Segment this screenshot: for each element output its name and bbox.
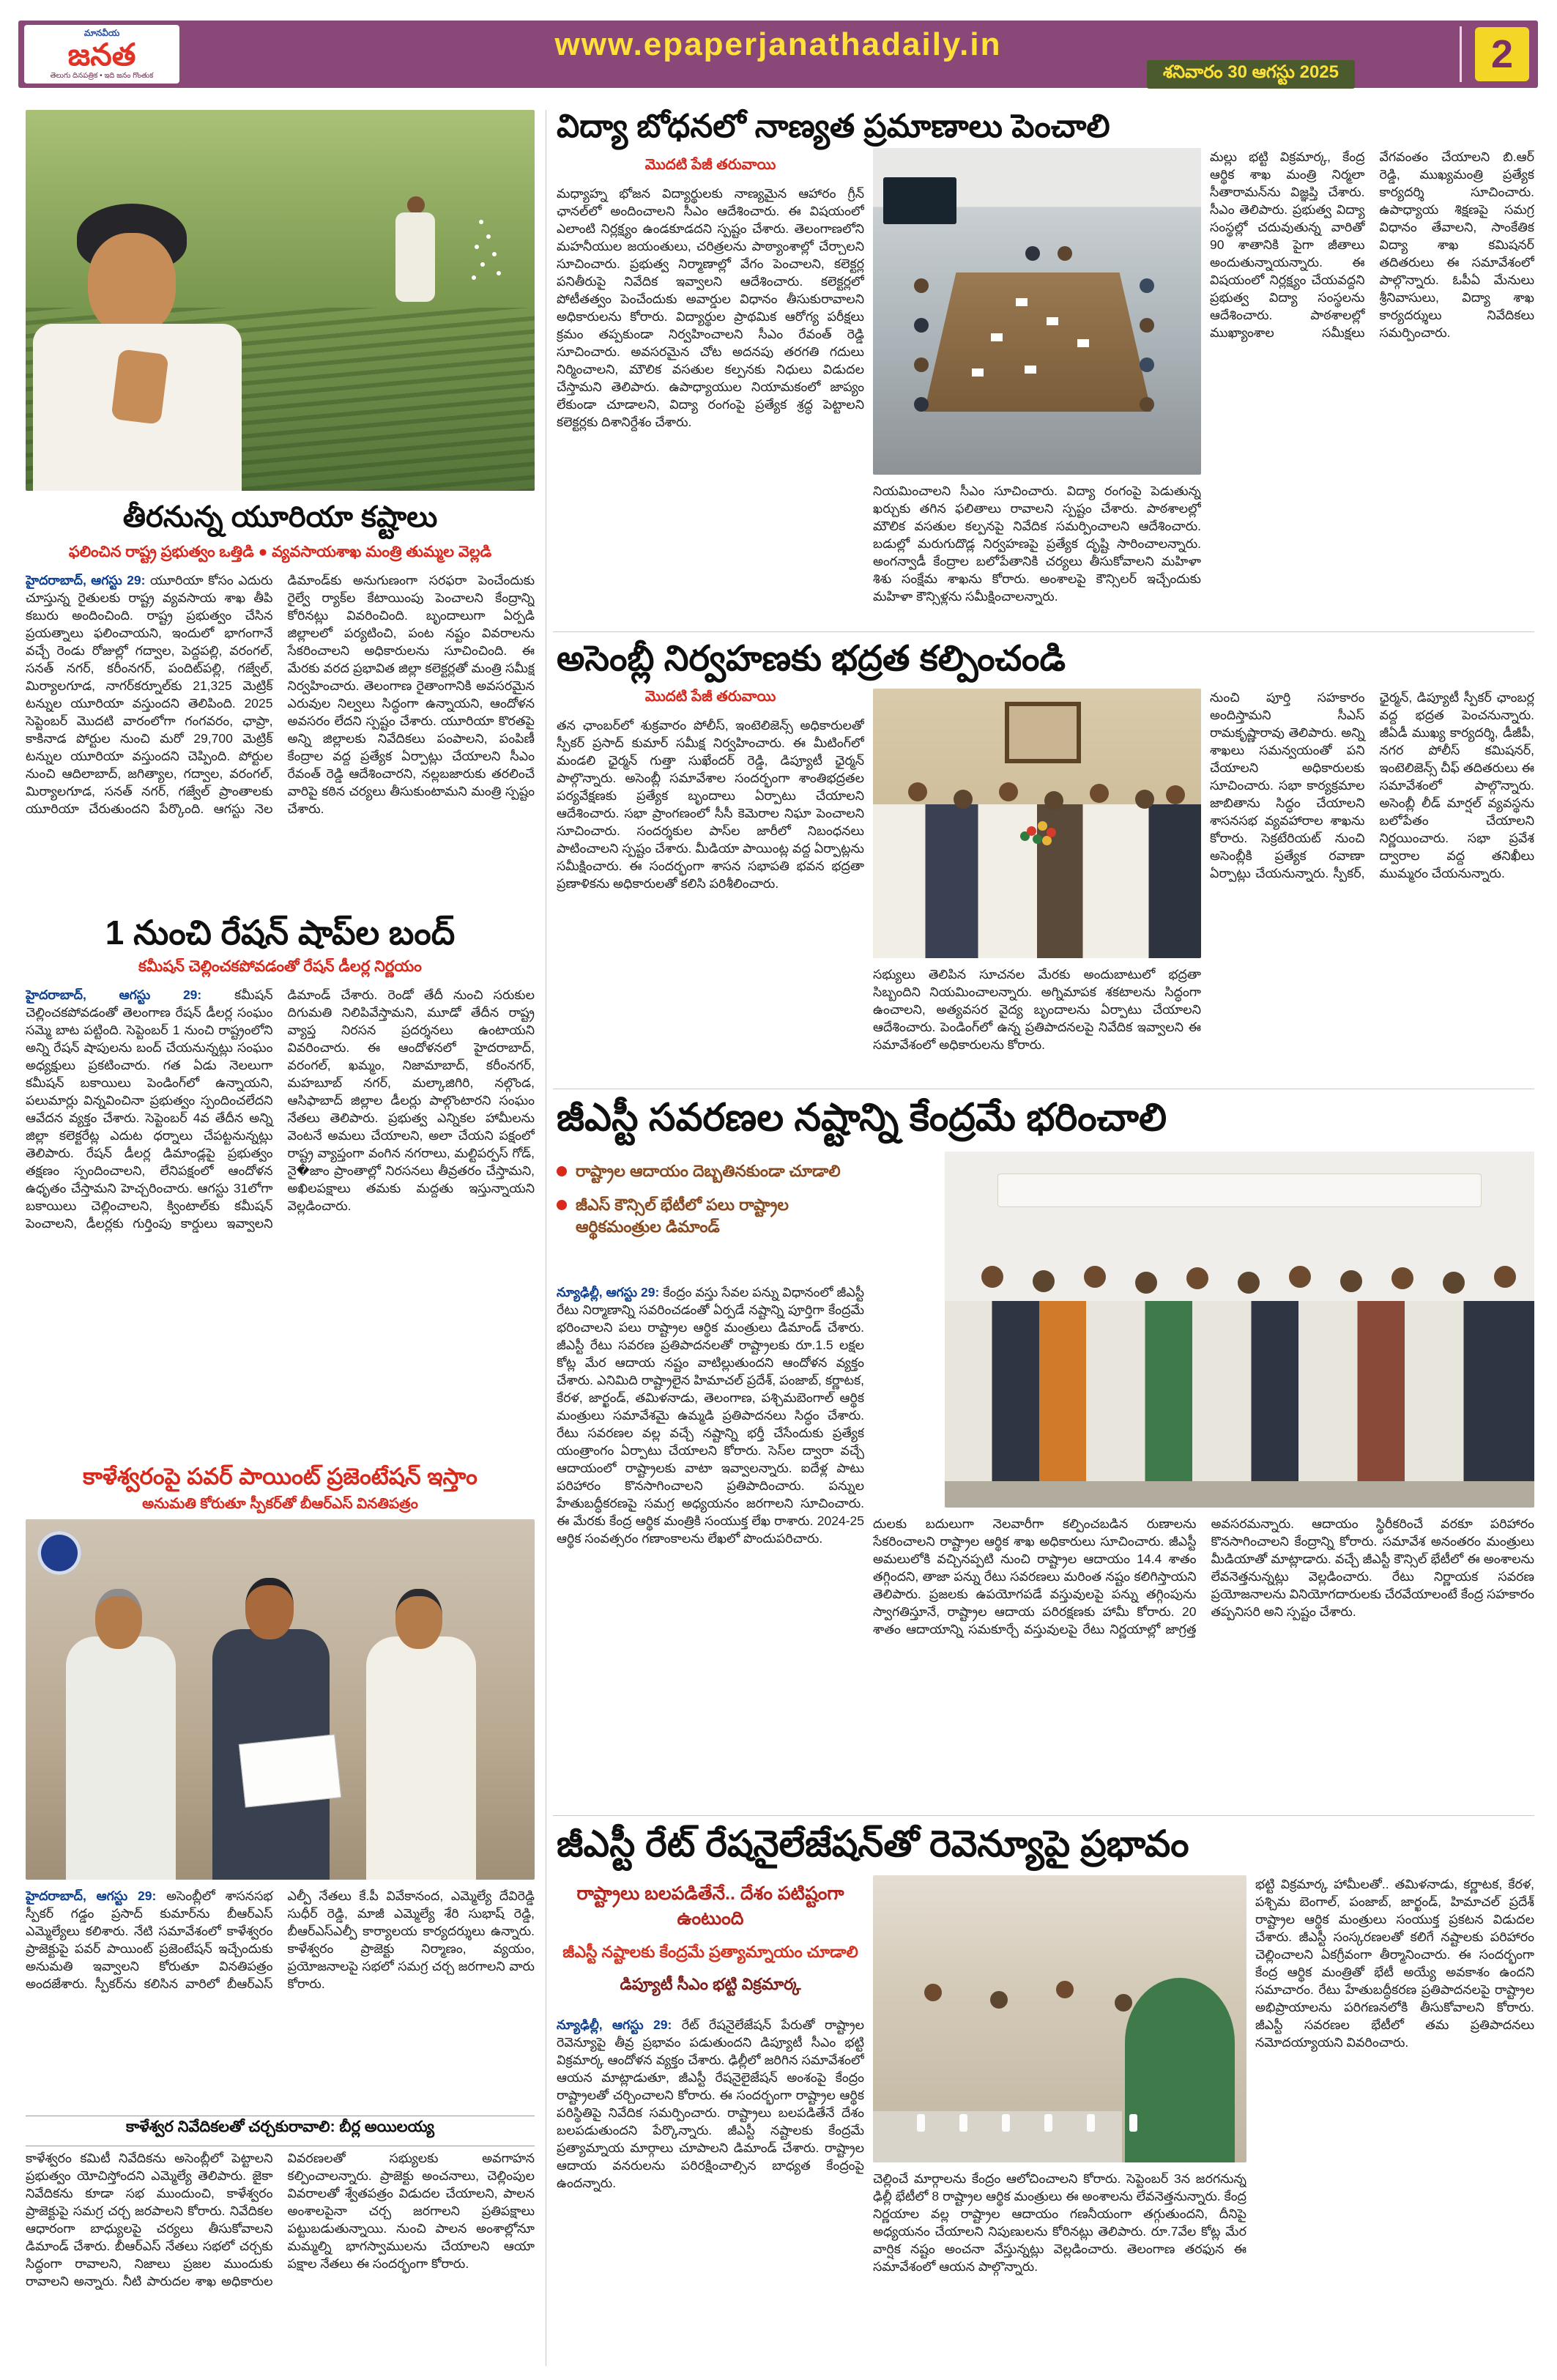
table-papers xyxy=(1016,298,1028,306)
revenue-deck-1: రాష్ట్రాలు బలపడితేనే.. దేశం పటిష్టంగా ఉంటుంది xyxy=(576,1883,844,1929)
header-divider xyxy=(1460,26,1462,82)
urea-body-text: యూరియా కోసం ఎదురు చూస్తున్న రైతులకు రాష్ట్ర వ్యవసాయ శాఖ తీపి కబురు అందించింది. రాష్ట్ర ప్రభుత్వం చేసిన ప్రయత్నాలు ఫలించాయని, ఇందులో భాగంగానే వచ్చే రెండు రోజుల్లో గద్వాల, పెద్దపల్లి, వరంగల్, సనత్ నగర్, కరీంనగర్, పందిట్‌పల్లి, గజ్వేల్, మిర్యాలగూడ, నాగర్‌కర్నూల్‌కు 21,325 మెట్రిక్ టన్నుల యూరియా వస్తుందని తెలిపింది. 2025 సెప్టెంబర్ మొదటి వారంలోగా గంగవరం, ఛాప్రా, కాకినాడ పోర్టుల నుంచి మరో 29,700 మెట్రిక్ టన్నుల యూరియా వస్తుందని చెప్పింది. పోర్టుల నుంచి ఆదిలాబాద్, జగిత్యాల, గద్వాల, వరంగల్, మిర్యాలగూడ, సనత్ నగర్, గజ్వేల్ ప్రాంతాలకు యూరియా చేరుతుందని పేర్కొంది. ఆగస్టు నెల డిమాండ్‌కు అనుగుణంగా సరఫరా పెంచేందుకు రైల్వే ర్యాక్‌ల కేటాయింపు పెంచాలని కేంద్రాన్ని కోరినట్లు వివరించింది. బృందాలుగా ఏర్పడి జిల్లాలలో పర్యటించి, పంట నష్టం వివరాలను సేకరించాలని అధికారులను సూచించింది. ఈ మేరకు వరద ప్రభావిత జిల్లా కలెక్టర్లతో మంత్రి సమీక్ష నిర్వహించారు. తెలంగాణ రైతాంగానికి అవసరమైన ఎరువుల నిల్వలు సిద్ధంగా ఉన్నాయని, ఆందోళన అవసరం లేదని స్పష్టం చేశారు. యూరియా కొరతపై అన్ని జిల్లాలకు నివేదికలు పంపాలని, పంపిణీ కేంద్రాల వద్ద ప్రత్యేక ఏర్పాట్లు చేయాలని సీఎం రేవంత్ రెడ్డి ఆదేశించారని, నల్లబజారుకు తరలించే వారిపై కఠిన చర్యలు తీసుకుంటామని మంత్రి స్పష్టం చేశారు. xyxy=(26,573,535,816)
section-rule-3 xyxy=(553,1815,1534,1816)
floor xyxy=(945,1481,1534,1508)
revenue-dateline: న్యూఢిల్లీ, ఆగస్టు 29: xyxy=(557,2017,672,2032)
kaleshwaram-article-body xyxy=(26,1887,535,2108)
kaleshwaram-crosshead: కాళేశ్వర నివేదికలతో చర్చకురావాలి: బీర్ల అయిలయ్య xyxy=(26,2116,535,2146)
urea-dateline: హైదరాబాద్, ఆగస్టు 29: xyxy=(26,573,146,587)
photo-speaker-felicitation xyxy=(873,689,1201,958)
gst-dateline: న్యూఢిల్లీ, ఆగస్టు 29: xyxy=(557,1285,660,1300)
gst-bullet-item-2 xyxy=(557,1194,864,1238)
kaleshwaram-dateline: హైదరాబాద్, ఆగస్టు 29: xyxy=(26,1888,157,1903)
mla-figure-right xyxy=(366,1636,476,1880)
gst-headline: జీఎస్టీ సవరణల నష్టాన్ని కేంద్రమే భరించాలి xyxy=(557,1097,1167,1139)
meeting-attendees xyxy=(914,278,929,293)
urea-subhead: ఫలించిన రాష్ట్ర ప్రభుత్వం ఒత్తిడి ● వ్యవసాయశాఖ మంత్రి తుమ్మల వెల్లడి xyxy=(68,544,492,560)
edition-date: శనివారం 30 ఆగస్టు 2025 xyxy=(1147,60,1355,89)
logo-tagline: తెలుగు దినపత్రిక • ఇది జనం గొంతుక xyxy=(50,71,154,80)
petition-document xyxy=(239,1734,341,1807)
assembly-column-c: నుంచి పూర్తి సహకారం అందిస్తామని సీఎస్ రామకృష్ణారావు తెలిపారు. అన్ని శాఖలు సమన్వయంతో పని చేయాలని అధికారులకు సూచించారు. సభా కార్యక్రమాల జాబితాను సిద్ధం చేయాలని శాసనసభ వ్యవహారాల శాఖను కోరారు. సెక్రటేరియట్ నుంచి అసెంబ్లీకి ప్రత్యేక రవాణా ఏర్పాట్లు చేయనున్నారు. స్పీకర్, ఛైర్మన్, డిప్యూటీ స్పీకర్ ఛాంబర్ల వద్ద భద్రత పెంచనున్నారు. జీఏడీ ముఖ్య కార్యదర్శి, డీజీపీ, నగర పోలీస్ కమిషనర్, ఇంటెలిజెన్స్ చీఫ్ తదితరులు ఈ సమావేశంలో పాల్గొన్నారు. అసెంబ్లీ లీడ్ మార్షల్ వ్యవస్థను బలోపేతం చేయాలని నిర్ణయించారు. సభా ప్రవేశ ద్వారాల వద్ద తనిఖీలు ముమ్మరం చేయనున్నారు. xyxy=(1210,690,1534,881)
conference-table xyxy=(924,273,1151,412)
photo-urea-minister xyxy=(26,110,535,491)
masthead-bar xyxy=(18,21,1538,88)
education-headline: విద్యా బోధనలో నాణ్యత ప్రమాణాలు పెంచాలి xyxy=(557,108,1110,144)
ration-body-text: కమీషన్ చెల్లించకపోవడంతో తెలంగాణ రేషన్ డీలర్ల సంఘం సమ్మె బాట పట్టింది. సెప్టెంబర్ 1 నుంచి రాష్ట్రంలోని అన్ని రేషన్ షాపులను బంద్ చేయనున్నట్లు సంఘం అధ్యక్షులు ప్రకటించారు. గత ఏడు నెలలుగా కమీషన్ బకాయిలు పెండింగ్‌లో ఉన్నాయని, పలుమార్లు విన్నవించినా ప్రభుత్వం స్పందించలేదని ఆవేదన వ్యక్తం చేశారు. సెప్టెంబర్ 4వ తేదీన అన్ని జిల్లా కలెక్టరేట్ల ఎదుట ధర్నాలు చేపట్టనున్నట్లు తెలిపారు. రేషన్ డీలర్ల డిమాండ్లపై ప్రభుత్వం తక్షణం స్పందించాలని, లేనిపక్షంలో ఆందోళన ఉధృతం చేస్తామని హెచ్చరించారు. ఆగస్టు 31లోగా బకాయిలు చెల్లించాలని, క్వింటాల్‌కు కమీషన్ పెంచాలని, డీలర్లకు గుర్తింపు కార్డులు ఇవ్వాలని డిమాండ్ చేశారు. రెండో తేదీ నుంచి సరుకుల దిగుమతి నిలిపివేస్తామని, మూడో తేదీన రాష్ట్ర వ్యాప్త నిరసన ప్రదర్శనలు ఉంటాయని వివరించారు. ఈ ఆందోళనలో హైదరాబాద్, వరంగల్, ఖమ్మం, నిజామాబాద్, కరీంనగర్, మహబూబ్ నగర్, మల్కాజిగిరి, నల్గొండ, ఆసిఫాబాద్ జిల్లాల డీలర్లు పాల్గొంటారని సంఘం నేతలు తెలిపారు. ప్రభుత్వ ఎన్నికల హామీలను వెంటనే అమలు చేయాలని, అలా చేయని పక్షంలో రాష్ట్ర వ్యాప్తంగా వంగిన నగరాలు, మల్టిపర్పస్ గోడ్, నై�జాం ప్రాంతాల్లో నిరసనలు తీవ్రతరం చేస్తామని, అఖిలపక్షాలు తమకు మద్దతు ఇస్తున్నాయని వెల్లడించారు. xyxy=(26,987,535,1231)
photo-gst-ministers-group xyxy=(945,1152,1534,1508)
gst-column-b: దులకు బదులుగా నెలవారీగా కల్పించబడిన రుణాలను సేకరించాలని రాష్ట్రాల ఆర్థిక శాఖ అధికారులు సూచించారు. జీఎస్టీ అమలులోకి వచ్చినప్పటి నుంచి రాష్ట్రాల ఆదాయం 14.4 శాతం తగ్గిందని, తాజా పన్ను రేటు సవరణలు మరింత నష్టం కలిగిస్తాయని తెలిపారు. ప్రజలకు ఉపయోగపడే వస్తువులపై పన్ను తగ్గింపును స్వాగతిస్తూనే, రాష్ట్రాల ఆదాయ పరిరక్షణకు హామీ కోరారు. 20 శాతం ఆదాయాన్ని సమకూర్చే వస్తువులపై రేటు నిర్ణయాల్లో జాగ్రత్త అవసరమన్నారు. ఆదాయం స్థిరీకరించే వరకూ పరిహారం కొనసాగించాలని కేంద్రాన్ని కోరారు. సమావేశ అనంతరం మంత్రులు మీడియాతో మాట్లాడారు. వచ్చే జీఎస్టీ కౌన్సిల్ భేటీలో ఈ అంశాలను లేవనెత్తనున్నట్లు వెల్లడించారు. రేటు నిర్ణాయక సవరణ ప్రయోజనాలను వినియోగదారులకు చేరవేయాలంటే కేంద్ర సహకారం తప్పనిసరి అని స్పష్టం చేశారు. xyxy=(873,1516,1534,1636)
mla-figure-left xyxy=(66,1636,176,1880)
gst-body-text: కేంద్రం వస్తు సేవల పన్ను విధానంలో జీఎస్టీ రేటు నిర్మాణాన్ని సవరించడంతో ఏర్పడే నష్టాన్ని పూర్తిగా కేంద్రమే భరించాలని పలు రాష్ట్రాల ఆర్థిక మంత్రులు డిమాండ్ చేశారు. జీఎస్టీ రేటు సవరణ ప్రతిపాదనలతో రాష్ట్రాలకు రూ.1.5 లక్షల కోట్ల మేర ఆదాయ నష్టం వాటిల్లుతుందని ఆందోళన వ్యక్తం చేశారు. ఎనిమిది రాష్ట్రాలైన హిమాచల్ ప్రదేశ్, పంజాబ్, కర్ణాటక, కేరళ, జార్ఖండ్, తమిళనాడు, తెలంగాణ, పశ్చిమబెంగాల్ ఆర్థిక మంత్రులు సమావేశమై ఉమ్మడి ప్రతిపాదనలు సిద్ధం చేశారు. రేటు సవరణల వల్ల వచ్చే నష్టాన్ని భర్తీ చేసేందుకు ప్రత్యేక యంత్రాంగం ఏర్పాటు చేయాలని కోరారు. సెస్‌ల ద్వారా వచ్చే ఆదాయంలో రాష్ట్రాలకు వాటా ఇవ్వాలన్నారు. ఐదేళ్ల పాటు పరిహారం కొనసాగించాలని ప్రతిపాదించారు. పన్నుల హేతుబద్ధీకరణపై సమగ్ర అధ్యయనం జరగాలని సూచించారు. ఈ మేరకు కేంద్ర ఆర్థిక మంత్రికి సంయుక్త లేఖ రాశారు. 2024-25 ఆర్థిక సంవత్సరం గణాంకాలను లేఖలో పొందుపరిచారు. xyxy=(557,1285,864,1546)
farmer-figure xyxy=(407,196,425,214)
kaleshwaram-article-body-2: కాళేశ్వరం కమిటీ నివేదికను అసెంబ్లీలో పెట్టాలని ప్రభుత్వం యోచిస్తోందని ఎమ్మెల్యే తెలిపారు. జైకా నివేదికను కూడా సభ ముందుంచి, కాళేశ్వరం ప్రాజెక్టుపై సమగ్ర చర్చ జరపాలని కోరారు. నివేదికల ఆధారంగా బాధ్యులపై చర్యలు తీసుకోవాలని డిమాండ్ చేశారు. బీఆర్ఎస్ నేతలు సభలో చర్చకు సిద్ధంగా రావాలని, నిజాలు ప్రజల ముందుకు రావాలని అన్నారు. నీటి పారుదల శాఖ అధికారుల వివరణలతో సభ్యులకు అవగాహన కల్పించాలన్నారు. ప్రాజెక్టు అంచనాలు, చెల్లింపుల వివరాలతో శ్వేతపత్రం విడుదల చేయాలని, పాలన అంశాలపైనా చర్చ జరగాలని ప్రతిపక్షాలు పట్టుబడుతున్నాయి. నుంచి పాలన అంశాల్లోనూ మమ్మల్ని భాగస్వాములను చేయాలని ఆయా పక్షాల నేతలు ఈ సందర్భంగా కోరారు. xyxy=(26,2151,535,2288)
ration-dateline: హైదరాబాద్, ఆగస్టు 29: xyxy=(26,987,202,1002)
assembly-continuation-tag: మొదటి పేజీ తరువాయి xyxy=(644,689,776,705)
ration-headline: 1 నుంచి రేషన్ షాప్‌ల బంద్ xyxy=(105,913,456,952)
minister-folded-hands xyxy=(111,349,168,425)
section-rule-1 xyxy=(553,631,1534,632)
photo-brs-speaker-meeting xyxy=(26,1519,535,1880)
woman-in-saree-figure xyxy=(1125,1978,1235,2162)
revenue-column-a xyxy=(557,2016,864,2365)
bullet-dot-icon xyxy=(557,1166,567,1176)
revenue-headline: జీఎస్టీ రేట్ రేషనైలేజేషన్‌తో రెవెన్యూపై ప్రభావం xyxy=(557,1823,1189,1864)
urea-headline: తీరనున్న యూరియా కష్టాలు xyxy=(122,501,438,533)
education-column-c: మల్లు భట్టి విక్రమార్క, కేంద్ర ఆర్థిక శాఖ మంత్రి నిర్మలా సీతారామన్‌ను విజ్ఞప్తి చేశారు. సీఎం తెలిపారు. ప్రభుత్వ విద్యా సంస్థల్లో చదువుతున్న వారితో 90 శాతానికి పైగా జీతాలు అందుతున్నాయన్నారు. ఈ విషయంలో నిర్లక్ష్యం చేయవద్దని ప్రభుత్వ విద్యా సంస్థలను ఆదేశించారు. పాఠశాలల్లో ముఖ్యాంశాల సమీక్షలు వేగవంతం చేయాలని బి.ఆర్ రెడ్డి, ముఖ్యమంత్రి ప్రత్యేక కార్యదర్శి సూచించారు. ఉపాధ్యాయ శిక్షణపై సమగ్ర విధానం తేవాలని, సాంకేతిక విద్యా శాఖ కమిషనర్ తదితరులు ఈ సమావేశంలో పాల్గొన్నారు. ఓపీఏ మేనులు శ్రీనివాసులు, విద్యా శాఖ కార్యదర్శులు నివేదికలు సమర్పించారు. xyxy=(1210,149,1534,340)
fertilizer-spray xyxy=(479,220,483,224)
wall-portrait-frame xyxy=(1005,702,1081,763)
gst-bullet-1-text: రాష్ట్రాల ఆదాయం దెబ్బతినకుండా చూడాలి xyxy=(576,1162,841,1180)
farmer-figure-body xyxy=(395,212,435,302)
education-continuation-tag: మొదటి పేజీ తరువాయి xyxy=(644,157,776,173)
flower-bouquet xyxy=(1027,826,1036,836)
water-bottles xyxy=(917,2114,925,2132)
group-heads xyxy=(908,782,927,801)
mla-figure-right-head xyxy=(395,1589,442,1649)
education-column-a: మధ్యాహ్న భోజన విద్యార్థులకు నాణ్యమైన ఆహారం గ్రీన్ ఛానల్‌లో అందించాలని సీఎం ఆదేశించారు. ఈ విషయంలో ఎలాంటి నిర్లక్ష్యం ఉండకూడదని స్పష్టం చేశారు. తెలంగాణలోని మహనీయుల జయంతులు, చరిత్రలను పాఠ్యాంశాల్లో చేర్చాలని సూచించారు. ప్రభుత్వ నిర్మాణాల్లో వేగం పెంచాలని, కలెక్టర్ల పనితీరుపై నివేదిక ఇవ్వాలని ఆదేశించారు. కలెక్టర్లలో పోటీతత్వం పెంచేందుకు అవార్డుల విధానం తీసుకురావాలని అధికారులను కోరారు. విద్యార్థుల ప్రాథమిక ఆరోగ్య పరీక్షలు క్రమం తప్పకుండా నిర్వహించాలని సీఎం రేవంత్ రెడ్డి సూచించారు. అవసరమైన చోట అదనపు తరగతి గదులు నిర్మించాలని, మౌలిక వసతుల కల్పనకు నిధులు విడుదల చేస్తామని తెలిపారు. ఉపాధ్యాయుల నియామకంలో జాప్యం లేకుండా చూడాలని, విద్యా రంగంపై ప్రత్యేక శ్రద్ధ పెట్టాలని కలెక్టర్లకు దిశానిర్దేశం చేశారు. xyxy=(557,186,864,429)
assembly-headline: అసెంబ్లీ నిర్వహణకు భద్రత కల్పించండి xyxy=(557,640,1066,678)
tv-screen xyxy=(883,177,956,224)
revenue-deck-3: డిప్యూటీ సీఎం భట్టి విక్రమార్క xyxy=(620,1975,801,1993)
gst-bullet-list xyxy=(557,1160,864,1276)
logo-title: జనత xyxy=(67,37,136,72)
kaleshwaram-subhead: అనుమతి కోరుతూ స్పీకర్‌తో బీఆర్ఎస్ వినతిపత్రం xyxy=(142,1496,418,1512)
page-number[interactable]: 2 xyxy=(1475,27,1529,81)
kaleshwaram-headline: కాళేశ్వరంపై పవర్ పాయింట్ ప్రజెంటేషన్ ఇస్తాం xyxy=(83,1464,477,1489)
revenue-body-text: రేట్ రేషనైలేజేషన్ పేరుతో రాష్ట్రాల రెవెన్యూపై తీవ్ర ప్రభావం పడుతుందని డిప్యూటీ సీఎం భట్టి విక్రమార్క ఆందోళన వ్యక్తం చేశారు. ఢిల్లీలో జరిగిన సమావేశంలో ఆయన మాట్లాడుతూ, జీఎస్టీ రేషనైలైజేషన్ అంశంపై కేంద్రం రాష్ట్రాలతో చర్చించాలని కోరారు. ఈ సందర్భంగా రాష్ట్రాల ఆర్థిక పరిస్థితిపై నివేదిక సమర్పించారు. రాష్ట్రాలు బలపడితేనే దేశం బలపడుతుందని పేర్కొన్నారు. జీఎస్టీ నష్టాలకు కేంద్రమే ప్రత్యామ్నాయ మార్గాలు చూపాలని డిమాండ్ చేశారు. రాష్ట్రాల ఆదాయ వనరులను పరిరక్షించాల్సిన బాధ్యత కేంద్రంపై ఉందన్నారు. xyxy=(557,2017,864,2190)
group-heads xyxy=(981,1266,1003,1288)
minister-figure-face xyxy=(88,233,176,336)
epaper-url[interactable]: www.epaperjanathadaily.in xyxy=(554,26,1002,62)
assembly-column-a: తన ఛాంబర్‌లో శుక్రవారం పోలీస్, ఇంటెలిజెన్స్ అధికారులతో స్పీకర్ ప్రసాద్ కుమార్ సమీక్ష నిర్వహించారు. ఈ మీటింగ్‌లో మండలి ఛైర్మన్ గుత్తా సుఖేందర్ రెడ్డి, డిప్యూటీ ఛైర్మన్ పాల్గొన్నారు. అసెంబ్లీ సమావేశాల సందర్భంగా శాంతిభద్రతల పర్యవేక్షణకు ప్రత్యేక బృందాలు ఏర్పాటు చేయాలని ఆదేశించారు. సభా ప్రాంగణంలో సీసీ కెమెరాల నిఘా పెంచాలని సూచించారు. సందర్శకుల పాస్‌ల జారీలో నిబంధనలు పాటించాలని స్పష్టం చేశారు. మీడియా పాయింట్ల వద్ద ఏర్పాట్లను సమీక్షించారు. ఈ సందర్భంగా శాసన సభాపతి భవన భద్రతా ప్రణాళికను అధికారులతో కలిసి పరిశీలించారు. xyxy=(557,718,864,891)
photo-bhatti-meeting xyxy=(873,1875,1246,2162)
revenue-column-b: చెల్లించే మార్గాలను కేంద్రం ఆలోచించాలని కోరారు. సెప్టెంబర్ 3న జరగనున్న ఢిల్లీ భేటీలో 8 రాష్ట్రాల ఆర్థిక మంత్రులు ఈ అంశాలను లేవనెత్తనున్నారు. కేంద్ర నిర్ణయాల వల్ల రాష్ట్రాల ఆదాయం గణనీయంగా తగ్గుతుందని, దీనిపై అధ్యయనం చేయాలని నిపుణులను కోరినట్లు తెలిపారు. రూ.7వేల కోట్ల మేర వార్షిక నష్టం అంచనా వేస్తున్నట్లు వెల్లడించారు. తెలంగాణ తరఫున ఈ సమావేశంలో ఆయన పాల్గొన్నారు. xyxy=(873,2171,1246,2274)
revenue-column-c: భట్టి విక్రమార్క హామీలతో.. తమిళనాడు, కర్ణాటక, కేరళ, పశ్చిమ బెంగాల్, పంజాబ్, జార్ఖండ్, హిమాచల్ ప్రదేశ్ రాష్ట్రాల ఆర్థిక మంత్రులు సంయుక్త ప్రకటన విడుదల చేశారు. జీఎస్టీ సంస్కరణలతో కలిగే నష్టాలకు పరిహారం చెల్లించాలని ఏకగ్రీవంగా తీర్మానించారు. ఈ సందర్భంగా కేంద్ర ఆర్థిక మంత్రితో భేటీ అయ్యే అవకాశం ఉందని సమాచారం. రేటు హేతుబద్ధీకరణ ప్రతిపాదనలపై రాష్ట్రాల అభిప్రాయాలను పరిగణనలోకి తీసుకోవాలని కోరారు. జీఎస్టీ సవరణల భేటీలో తమ ప్రతిపాదనలు నమోదయ్యాయని వివరించారు. xyxy=(1255,1877,1534,2050)
mla-figure-left-head xyxy=(95,1589,142,1649)
state-emblem-icon xyxy=(37,1531,81,1575)
backdrop-banner xyxy=(997,1174,1481,1207)
group-figures xyxy=(945,1301,1534,1481)
gst-bullet-2-text: జీఎస్ కౌన్సిల్ భేటీలో పలు రాష్ట్రాల ఆర్థికమంత్రుల డిమాండ్ xyxy=(576,1195,789,1236)
gst-bullet-item-1 xyxy=(557,1160,864,1182)
assembly-column-b: సభ్యులు తెలిపిన సూచనల మేరకు అందుబాటులో భద్రతా సిబ్బందిని నియమించాలన్నారు. అగ్నిమాపక శకటాలను సిద్ధంగా ఉంచాలని, అత్యవసర వైద్య బృందాలను ఏర్పాటు చేయాలని ఆదేశించారు. పెండింగ్‌లో ఉన్న ప్రతిపాదనలపై నివేదిక ఇవ్వాలని ఈ సమావేశంలో అధికారులను కోరారు. xyxy=(873,967,1201,1052)
logo-top-text: మానవీయ xyxy=(83,27,120,38)
bullet-dot-icon xyxy=(557,1200,567,1210)
ration-article-body xyxy=(26,986,535,1455)
meeting-attendees xyxy=(924,1984,942,2001)
photo-cm-review-meeting xyxy=(873,148,1201,475)
revenue-deck-block xyxy=(557,1881,864,2006)
speaker-figure-center-head xyxy=(245,1578,294,1639)
urea-article-body xyxy=(26,571,535,905)
education-column-b: నియమించాలని సీఎం సూచించారు. విద్యా రంగంపై పెడుతున్న ఖర్చుకు తగిన ఫలితాలు రావాలని స్పష్టం చేశారు. పాఠశాలల్లో మౌలిక వసతుల కల్పనపై నివేదిక సమర్పించాలని ఆదేశించారు. బడుల్లో మరుగుదొడ్ల నిర్వహణపై ప్రత్యేక దృష్టి సారించాలన్నారు. అంగన్వాడీ కేంద్రాల బలోపేతానికి చర్యలు తీసుకోవాలని మహిళా శిశు సంక్షేమ శాఖను కోరారు. అంశాలపై కౌన్సిలర్ ఇచ్చేందుకు మహిళా కౌన్సిళ్లను సమీక్షించాలన్నారు. xyxy=(873,483,1201,604)
revenue-deck-2: జీఎస్టీ నష్టాలకు కేంద్రమే ప్రత్యామ్నాయం చూడాలి xyxy=(562,1943,858,1961)
meeting-table xyxy=(873,2111,1122,2162)
gst-column-a xyxy=(557,1283,864,1806)
ration-subhead: కమీషన్ చెల్లించకపోవడంతో రేషన్ డీలర్ల నిర్ణయం xyxy=(138,958,422,975)
group-figures xyxy=(873,804,1201,958)
kaleshwaram-body-text: అసెంబ్లీలో శాసనసభ స్పీకర్ గడ్డం ప్రసాద్ కుమార్‌ను బీఆర్ఎస్ ఎమ్మెల్యేలు కలిశారు. నేటి సమావేశంలో కాళేశ్వరం ప్రాజెక్టుపై పవర్ పాయింట్ ప్రజెంటేషన్ ఇచ్చేందుకు అనుమతి ఇవ్వాలని కోరుతూ వినతిపత్రం అందజేశారు. స్పీకర్‌ను కలిసిన వారిలో బీఆర్ఎస్ ఎల్పీ నేతలు కే.పీ వివేకానంద, ఎమ్మెల్యే దేవిరెడ్డి సుధీర్ రెడ్డి, మాజీ ఎమ్మెల్యే శేరి సుభాష్ రెడ్డి, బీఆర్ఎస్ఎల్పీ కార్యాలయ కార్యదర్శులు ఉన్నారు. కాళేశ్వరం ప్రాజెక్టు నిర్మాణం, వ్యయం, ప్రయోజనాలపై సభలో సమగ్ర చర్చ జరగాలని వారు కోరారు. xyxy=(26,1888,535,1991)
